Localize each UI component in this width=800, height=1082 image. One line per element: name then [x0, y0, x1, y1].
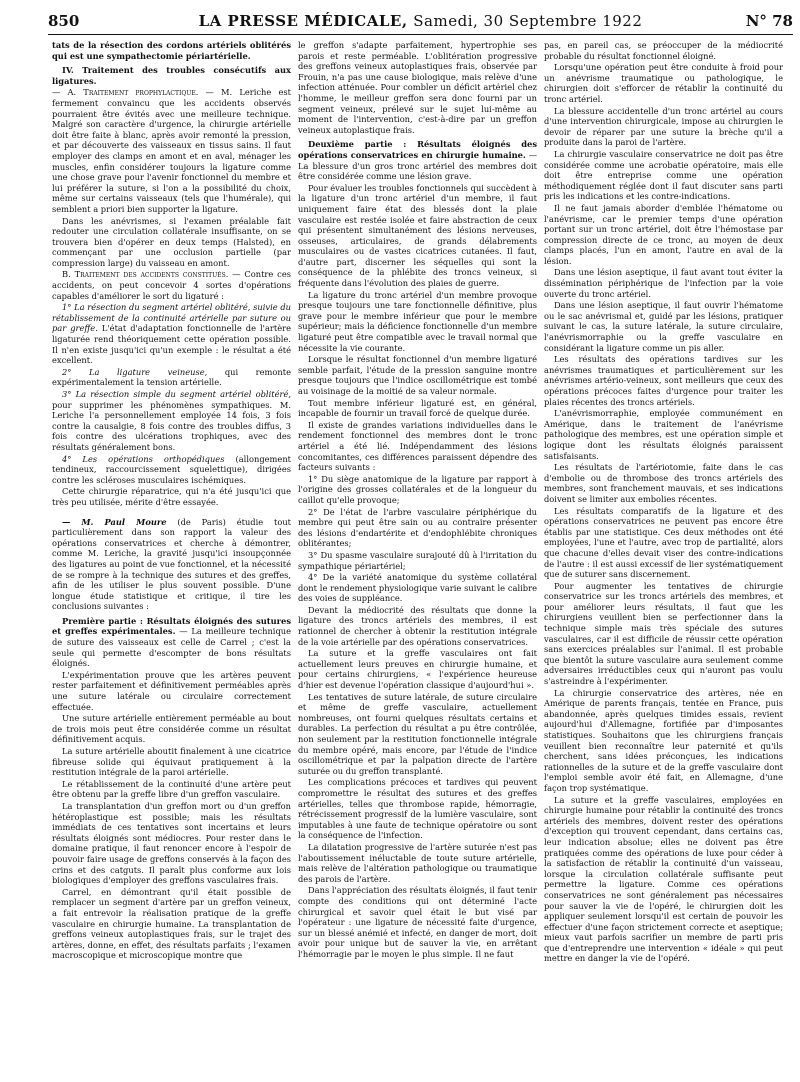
paragraph: La transplantation d'un greffon mort ou d'un greffon hétéroplastique est possible; mais les résultats immédiats de ces tentatives sont incertains et leurs résultats éloignés sont médiocres. Pour rester dans le domaine pratique, il faut renoncer encore à l'espoir de pouvoir faire usage de greffons conservés à la façon des crins et des catguts. Il paraît plus conforme aux lois biologiques d'employer des greffons vasculaires frais. — [52, 800, 291, 886]
paragraph: Dans les anévrismes, si l'examen préalable fait redouter une circulation collatérale insuffisante, on se trouvera bien d'opérer en deux temps (Halsted), en commençant par une occlusion partielle (par compression large) du vaisseau en amont. — [52, 215, 291, 268]
paragraph: La suture et la greffe vasculaires, employées en chirurgie humaine pour rétablir la continuité des troncs artériels des membres, doivent rester des opérations d'exception qui trouvent cependant, dans certains cas, leur indication absolue; elles ne doivent pas être pratiquées comme des opérations de luxe pour céder à la satisfaction de rétablir la continuité d'un vaisseau, lorsque la circulation collatérale suffisante peut permettre la ligature. Comme ces opérations conservatrices ne sont généralement pas nécessaires pour sauver la vie de l'opéré, le chirurgien doit les appliquer seulement lorsqu'il est certain de pouvoir les effectuer d'une façon strictement correcte et aseptique; mieux vaut parfois sacrifier un membre de parti pris que d'entreprendre une intervention « idéale » qui peut mettre en danger la vie de l'opéré. — [544, 794, 783, 964]
part-heading-text: Première partie : Résultats éloignés des sutures et greffes expérimentales. — [52, 615, 291, 637]
spacer — [52, 509, 291, 517]
paragraph: L'expérimentation prouve que les artères peuvent rester parfaitement et définitivement perméables après une suture latérale ou circulaire correctement effectuée. — [52, 669, 291, 712]
journal-name: LA PRESSE MÉDICALE, — [198, 12, 408, 30]
paragraph: Dans une lésion aseptique, il faut avant tout éviter la dissémination périphérique de l'infection par la voie ouverte du tronc artériel. — [544, 267, 783, 299]
paragraph: Les résultats de l'artériotomie, faite dans le cas d'embolie ou de thrombose des troncs artériels des membres, sont franchement mauvais, et ses indications doivent se limiter aux embolies récentes. — [544, 462, 783, 504]
list — [298, 474, 537, 604]
subsection-label: — A. Traitement prophylactique. — [52, 87, 199, 98]
paragraph: L'anévrismorraphie, employée communément en Amérique, dans le traitement de l'anévrisme pathologique des membres, est une opération simple et logique dont les résultats éloignés paraissent satisfaisants. — [544, 408, 783, 461]
author-name: — M. Paul Moure — [62, 516, 167, 527]
paragraph: La chirurgie vasculaire conservatrice ne doit pas être considérée comme une acrobatie opératoire, mais elle doit être entreprise comme une opération méthodiquement réglée dont il faut discuter sans parti pris les indications et les contre-indications. — [544, 148, 783, 202]
list-item-italic: 1° La résection du segment artériel oblitéré, suivie du rétablissement de la continuité artérielle par suture ou par greffe. — [52, 302, 291, 334]
paragraph — [52, 269, 291, 301]
paragraph: La chirurgie conservatrice des artères, née en Amérique de parents français, tentée en France, puis abandonnée, après quelques timides essais, revient aujourd'hui d'Allemagne, fortifiée par d'imposantes statistiques. Souhaitons que les chirurgiens français veuillent bien reconnaître leur paternité et qu'ils cherchent, sans idées préconçues, les indications rationnelles de la suture et de la greffe vasculaire dont l'emploi semble avoir été fait, en Allemagne, d'une façon trop systématique. — [544, 687, 783, 793]
paragraph: Les résultats comparatifs de la ligature et des opérations conservatrices ne peuvent pas encore être établis par une statistique. Ces deux méthodes ont été employées, l'une et l'autre, avec trop de partialité, alors que chacune d'elles devait viser des contre-indications de l'autre : il est aussi excessif de lier systématiquement que de suturer sans discernement. — [544, 505, 783, 580]
paragraph: Le rétablissement de la continuité d'une artère peut être obtenu par la greffe libre d'un greffon vasculaire. — [52, 778, 291, 800]
list-item-italic: 2° La ligature veineuse, — [62, 366, 208, 377]
paragraph-text: — M. Leriche est fermement convaincu que les accidents observés pourraient être évités avec une meilleure technique. Malgré son caractère d'urgence, la chirurgie artérielle doit être faite à blanc, après avoir remonté la pression, et par découverte des vaisseaux en tissus sains. Il faut employer des clamps en amont et en aval, ménager les muscles, enfin considérer toujours la ligature comme une chose grave pour l'avenir fonctionnel du membre et lui préférer la suture, si l'on a la possibilité du choix, même sur certains vaisseaux (tels que l'humérale), qui semblent a priori bien supporter la ligature. — [52, 87, 291, 214]
page-number: 850 — [48, 12, 80, 30]
list-item-text: pour supprimer les phénomènes sympathiques. M. Leriche l'a personnellement employée 14 fois, 3 fois contre la causalgie, 8 fois contre des troubles diffus, 3 fois contre des ulcérations trophiques, avec des résultats généralement bons. — [52, 399, 291, 452]
part-heading — [298, 139, 537, 181]
list-item-italic: 3° La résection simple du segment artériel oblitéré, — [62, 389, 291, 399]
column-1 — [52, 40, 291, 1070]
subsection-label: B. Traitement des accidents constitués. — [62, 269, 229, 280]
column-2 — [298, 40, 537, 1070]
paragraph-text: — La blessure d'un gros tronc artériel des membres doit être considérée comme une lésion grave. — [298, 149, 537, 182]
list-item: 1° Du siège anatomique de la ligature par rapport à l'origine des grosses collatérales et de la longueur du caillot qu'elle provoque; — [298, 473, 537, 505]
paragraph: Lorsqu'une opération peut être conduite à froid pour un anévrisme traumatique ou pathologique, le chirurgien doit s'efforcer de rétablir la continuité du tronc artériel. — [544, 62, 783, 104]
paragraph: Pour augmenter les tentatives de chirurgie conservatrice sur les troncs artériels des membres, et pour améliorer leurs résultats, il faut que les chirurgiens veuillent bien se perfectionner dans la technique simple mais très spéciale des sutures vasculaires, car il est difficile de réussir cette opération sans exercices préalables sur l'animal. Il est probable que bientôt la suture vasculaire aura seulement comme adversaires irréductibles ceux qui n'auront pas voulu s'astreindre à l'expérimenter. — [544, 580, 783, 687]
list-item: 2° De l'état de l'arbre vasculaire périphérique du membre qui peut être sain ou au contraire présenter des lésions d'endartérite et d'endophlébite chroniques oblitérantes; — [298, 506, 537, 549]
paragraph — [52, 517, 291, 612]
list-item: 3° Du spasme vasculaire surajouté dû à l'irritation du sympathique périartériel; — [298, 549, 537, 571]
paragraph: Il ne faut jamais aborder d'emblée l'hématome ou l'anévrisme, car le premier temps d'une opération portant sur un tronc artériel, doit être l'hémostase par compression directe de ce tronc, au moyen de deux clamps placés, l'un en amont, l'autre en aval de la lésion. — [544, 202, 783, 266]
paragraph: La blessure accidentelle d'un tronc artériel au cours d'une intervention chirurgicale, impose au chirurgien le devoir de réparer par une suture la brèche qu'il a produite dans la paroi de l'artère. — [544, 105, 783, 148]
paragraph: le greffon s'adapte parfaitement, hypertrophie ses parois et reste perméable. L'oblitération progressive des greffons veineux autoplastiques frais, observée par Frouin, n'a pas une cause biologique, mais relève d'une infection atténuée. Pour combler un déficit artériel chez l'homme, le meilleur greffon sera donc fourni par un segment veineux, prélevé sur le sujet lui-même au moment de l'intervention, c'est-à-dire par un greffon veineux autoplastique frais. — [298, 40, 537, 135]
section-heading — [52, 65, 291, 86]
paragraph: La suture artérielle aboutit finalement à une cicatrice fibreuse solide qui équivaut pratiquement à la restitution intégrale de la paroi artérielle. — [52, 746, 291, 778]
part-heading-text: Deuxième partie : Résultats éloignés des opérations conservatrices en chirurgie humaine. — [298, 139, 537, 160]
list-item — [52, 367, 291, 388]
paragraph-text: — La meilleure technique de suture des vaisseaux est celle de Carrel ; c'est la seule qui permette d'escompter de bons résultats éloignés. — [52, 626, 291, 669]
paragraph: La ligature du tronc artériel d'un membre provoque presque toujours une tare fonctionnelle définitive, plus grave pour le membre inférieur que pour le membre supérieur; mais la déficience fonctionnelle d'un membre ligaturé peut être compatible avec le travail normal que nécessite la vie courante. — [298, 289, 537, 353]
list-item — [52, 302, 291, 366]
paragraph: Carrel, en démontrant qu'il était possible de remplacer un segment d'artère par un greffon veineux, a fait entrevoir la réalisation pratique de la greffe vasculaire en chirurgie humaine. La transplantation de greffons veineux autoplastiques frais, sur le trajet des artères, donne, en effet, des résultats parfaits ; l'examen macroscopique et microscopique montre que — [52, 886, 291, 961]
paragraph: pas, en pareil cas, se préoccuper de la médiocrité probable du résultat fonctionnel éloigné. — [544, 40, 783, 61]
journal-title — [48, 12, 793, 30]
section-heading-text: IV. Traitement des troubles consécutifs aux ligatures. — [52, 65, 291, 86]
column-3 — [544, 40, 783, 1070]
paragraph-text: (de Paris) étudie tout particulièrement dans son rapport la valeur des opérations conservatrices et cherche à démontrer, comme M. Leriche, la gravité jusqu'ici insoupçonnée des ligatures au point de vue fonctionnel, et la nécessité de se rompre à la technique des sutures et des greffes, afin de les utiliser le plus souvent possible. D'une longue étude statistique et critique, il tire les conclusions suivantes : — [52, 516, 291, 612]
paragraph: Lorsque le résultat fonctionnel d'un membre ligaturé semble parfait, l'étude de la pression sanguine montre presque toujours que l'indice oscillométrique est tombé au voisinage de la moitié de sa valeur normale. — [298, 354, 537, 396]
list-item-italic: 4° Les opérations orthopédiques — [62, 453, 225, 464]
list-item — [52, 454, 291, 486]
list-item-text: (allongement tendineux, raccourcissement squelettique), dirigées contre les scléroses musculaires ischémiques. — [52, 453, 291, 485]
paragraph: La suture et la greffe vasculaires ont fait actuellement leurs preuves en chirurgie humaine, et pour certains chirurgiens, « l'expérience heureuse d'hier est devenue l'opération classique d'aujourd'hui ». — [298, 648, 537, 691]
paragraph: Il existe de grandes variations individuelles dans le rendement fonctionnel des membres dont le tronc artériel a été lié. Indépendamment des lésions concomitantes, ces différences paraissent dépendre des facteurs suivants : — [298, 419, 537, 473]
list-item-text: L'état d'adaptation fonctionnelle de l'artère ligaturée rend théoriquement cette opération possible. Il n'en existe jusqu'ici qu'un exemple : le résultat a été excellent. — [52, 323, 291, 366]
paragraph: Les tentatives de suture latérale, de suture circulaire et même de greffe vasculaire, actuellement nombreuses, ont fourni quelques résultats certains et durables. La perfection du résultat a pu être contrôlée, non seulement par la restitution fonctionnelle intégrale du membre opéré, mais encore, par l'étude de l'indice oscillométrique et par la palpation directe de l'artère suturée ou du greffon transplanté. — [298, 691, 537, 776]
paragraph: La dilatation progressive de l'artère suturée n'est pas l'aboutissement inéluctable de toute suture artérielle, mais relève de l'altération pathologique ou traumatique des parois de l'artère. — [298, 841, 537, 884]
paragraph — [52, 87, 291, 214]
paragraph: Dans l'appréciation des résultats éloignés, il faut tenir compte des conditions qui ont déterminé l'acte chirurgical et savoir quel était le but visé par l'opérateur : une ligature de nécessité faite d'urgence, sur un blessé anémié et infecté, en danger de mort, doit avoir pour unique but de sauver la vie, en arrêtant l'hémorragie par le moyen le plus simple. Il ne faut — [298, 885, 537, 959]
page-header — [48, 10, 793, 35]
list — [52, 302, 291, 485]
part-heading — [52, 616, 291, 669]
paragraph: Les complications précoces et tardives qui peuvent compromettre le résultat des sutures et des greffes artérielles, telles que thrombose rapide, hémorragie, rétrécissement progressif de la lumière vasculaire, sont imputables à une faute de technique opératoire ou sont la conséquence de l'infection. — [298, 777, 537, 841]
paragraph: Pour évaluer les troubles fonctionnels qui succèdent à la ligature d'un tronc artériel d'un membre, il faut uniquement faire état des blessés dont la plaie vasculaire est restée isolée et faire abstraction de ceux qui présentent simultanément des lésions nerveuses, osseuses, articulaires, de grands délabrements musculaires ou de vastes cicatrices cutanées. Il faut, d'autre part, discerner les séquelles qui sont la conséquence de la phlébite des troncs veineux, si fréquente dans l'évolution des plaies de guerre. — [298, 182, 537, 289]
issue-date: Samedi, 30 Septembre 1922 — [413, 12, 643, 30]
list-item — [52, 389, 291, 453]
paragraph: Devant la médiocrité des résultats que donne la ligature des troncs artériels des membres, il est rationnel de chercher à obtenir la restitution intégrale de la voie artérielle par des opérations conservatrices. — [298, 604, 537, 647]
paragraph: Dans une lésion aseptique, il faut ouvrir l'hématome ou le sac anévrismal et, guidé par les lésions, pratiquer suivant le cas, la suture latérale, la suture circulaire, l'anévrismorraphie ou la greffe vasculaire en considérant la ligature comme un pis aller. — [544, 300, 783, 353]
list-item: 4° De la variété anatomique du système collatéral dont le rendement physiologique varie suivant le calibre des voies de suppléance. — [298, 572, 537, 604]
paragraph: Cette chirurgie réparatrice, qui n'a été jusqu'ici que très peu utilisée, mérite d'être essayée. — [52, 486, 291, 507]
paragraph: tats de la résection des cordons artériels oblitérés qui est une sympathectomie périartérielle. — [52, 40, 291, 61]
paragraph: Les résultats des opérations tardives sur les anévrismes traumatiques et particulièrement sur les anévrismes artério-veineux, sont meilleurs que ceux des opérations précoces faites d'urgence pour traiter les plaies récentes des troncs artériels. — [544, 354, 783, 407]
paragraph: Tout membre inférieur ligaturé est, en général, incapable de fournir un travail forcé de quelque durée. — [298, 397, 537, 419]
list-item-text: qui remonte expérimentalement la tension artérielle. — [52, 366, 291, 388]
issue-number: N° 78 — [745, 12, 793, 30]
paragraph: Une suture artérielle entièrement perméable au bout de trois mois peut être considérée comme un résultat définitivement acquis. — [52, 713, 291, 745]
paragraph-text: — Contre ces accidents, on peut concevoir 4 sortes d'opérations capables d'améliorer le sort du ligaturé : — [52, 269, 291, 301]
